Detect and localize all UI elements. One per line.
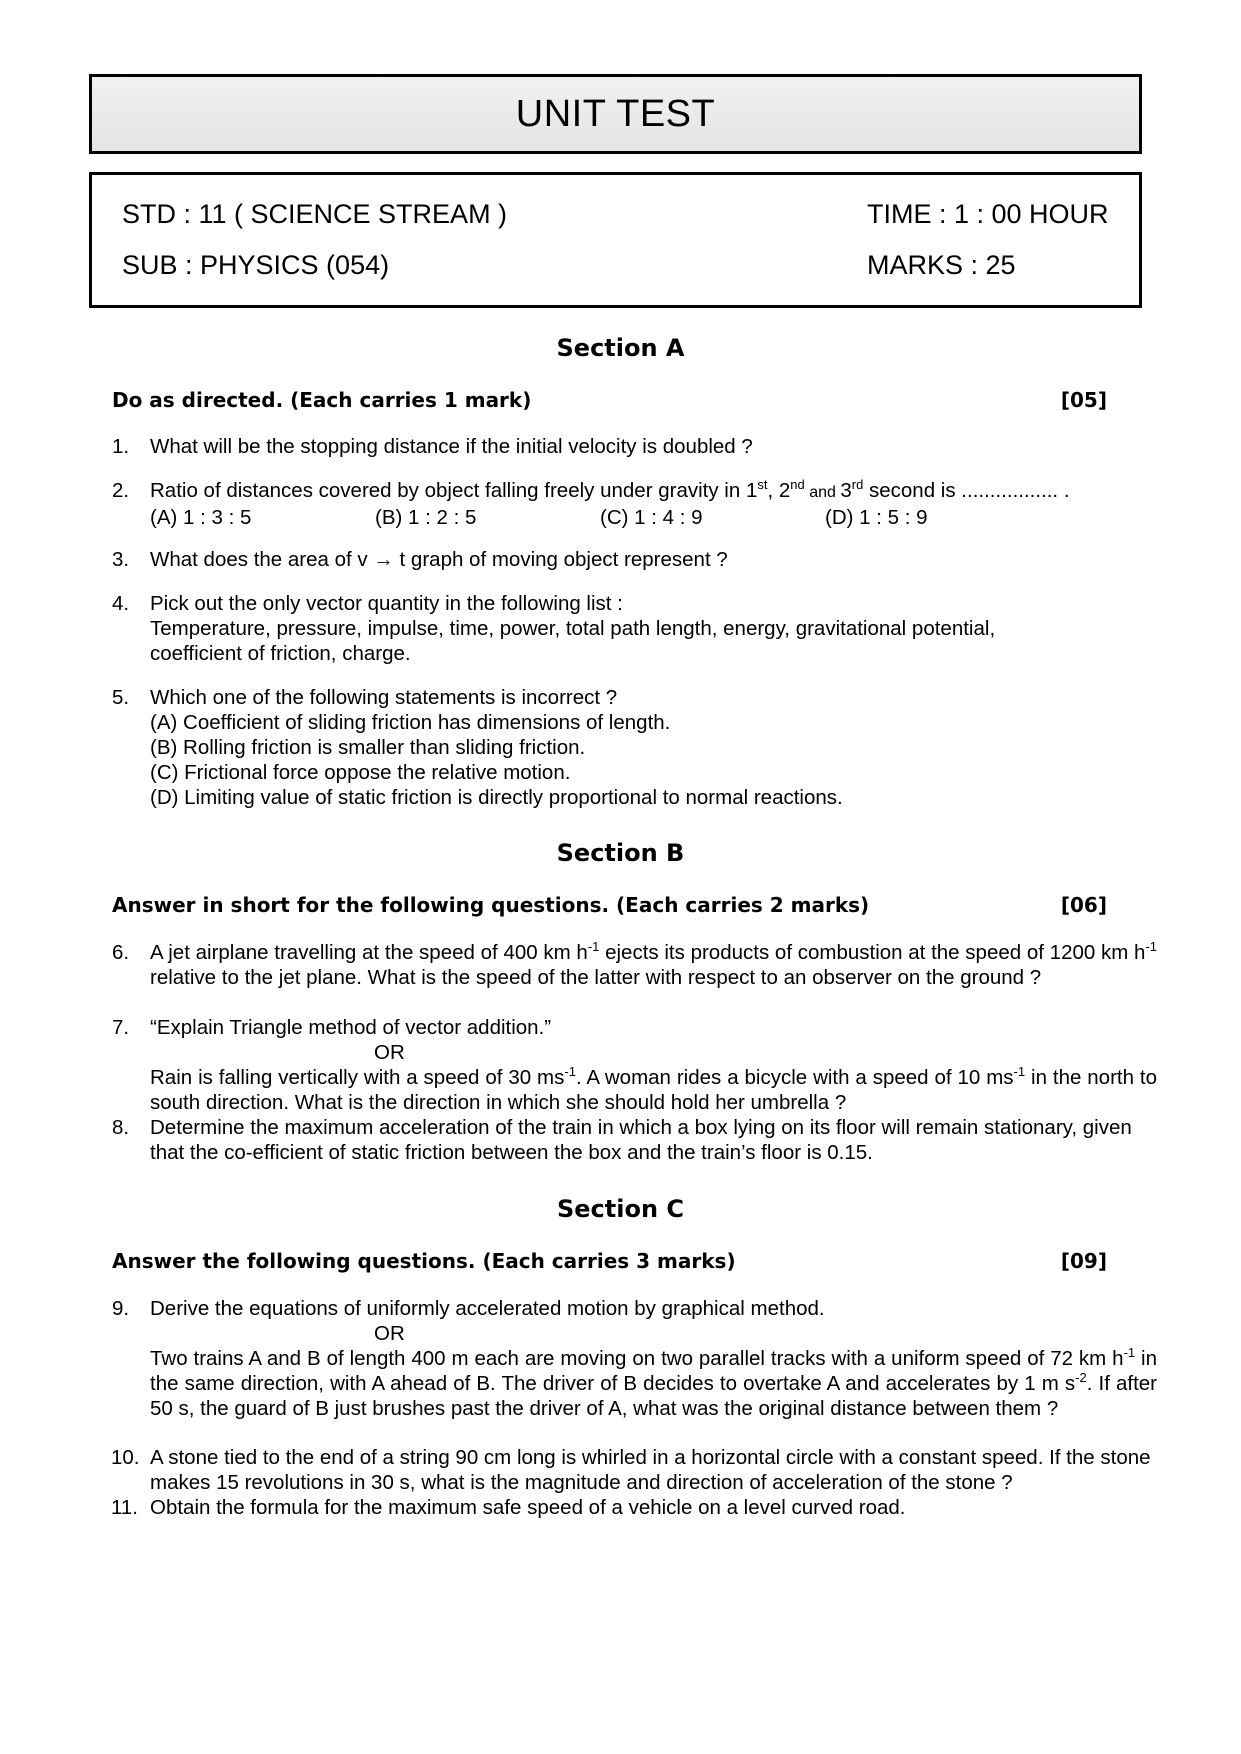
section-c-title: Section C bbox=[556, 1195, 685, 1223]
question-text: Determine the maximum acceleration of the train in which a box lying on its floor will remain stationary, given that the co-efficient of static friction between the box and the train’s floor is 0.15. bbox=[150, 1116, 1132, 1164]
section-b-title: Section B bbox=[556, 839, 685, 867]
question-text: A stone tied to the end of a string 90 cm long is whirled in a horizontal circle with a constant speed. If the stone makes 15 revolutions in 30 s, what is the magnitude and direction of acceleration of the stone ? bbox=[150, 1446, 1151, 1494]
q9-sup-1: -1 bbox=[1123, 1345, 1136, 1361]
section-a-instruction bbox=[112, 388, 1112, 412]
question-3 bbox=[112, 547, 1157, 572]
question-text bbox=[150, 478, 1157, 530]
q2-text-3: and bbox=[804, 484, 841, 501]
or-label: OR bbox=[374, 1041, 405, 1064]
q7-alt-1: Rain is falling vertically with a speed of 30 ms bbox=[150, 1066, 565, 1089]
q6-sup-2: -1 bbox=[1145, 939, 1158, 955]
question-number: 8. bbox=[112, 1116, 130, 1139]
q2-text-1: Ratio of distances covered by object falling freely under gravity in 1 bbox=[150, 479, 758, 502]
q6-text-3: relative to the jet plane. What is the speed of the latter with respect to an observer on the ground ? bbox=[150, 966, 1042, 989]
q4-line-2: Temperature, pressure, impulse, time, power, total path length, energy, gravitational potential, bbox=[150, 617, 996, 640]
std-label: STD : 11 ( SCIENCE STREAM ) bbox=[122, 199, 508, 229]
question-number: 9. bbox=[112, 1297, 130, 1320]
q9-text: Derive the equations of uniformly accelerated motion by graphical method. bbox=[150, 1297, 825, 1320]
marks-label: MARKS : 25 bbox=[867, 250, 1016, 280]
option-d: (D) Limiting value of static friction is directly proportional to normal reactions. bbox=[150, 786, 843, 809]
q6-text-2: ejects its products of combustion at the speed of 1200 km h bbox=[599, 941, 1146, 964]
question-number: 6. bbox=[112, 941, 130, 964]
section-a-title: Section A bbox=[556, 334, 685, 362]
option-c: (C) Frictional force oppose the relative motion. bbox=[150, 761, 571, 784]
option-d: (D) 1 : 5 : 9 bbox=[825, 506, 928, 529]
question-4 bbox=[112, 591, 1157, 666]
q5-stem: Which one of the following statements is incorrect ? bbox=[150, 686, 618, 709]
option-b: (B) 1 : 2 : 5 bbox=[375, 506, 477, 529]
option-a: (A) Coefficient of sliding friction has dimensions of length. bbox=[150, 711, 671, 734]
q7-alt-2: . A woman rides a bicycle with a speed of 10 ms bbox=[575, 1066, 1014, 1089]
time-label: TIME : 1 : 00 HOUR bbox=[867, 199, 1109, 229]
question-text: What will be the stopping distance if the initial velocity is doubled ? bbox=[150, 435, 753, 458]
question-number: 5. bbox=[112, 686, 130, 709]
or-label: OR bbox=[374, 1322, 405, 1345]
question-number: 7. bbox=[112, 1016, 130, 1039]
question-number: 3. bbox=[112, 548, 130, 571]
q2-sup-2: nd bbox=[790, 477, 805, 493]
question-8 bbox=[112, 1115, 1157, 1165]
question-number: 1. bbox=[112, 435, 130, 458]
section-c-instruction-text: Answer the following questions. (Each carries 3 marks) bbox=[112, 1249, 736, 1273]
q4-line-3: coefficient of friction, charge. bbox=[150, 642, 411, 665]
question-1 bbox=[112, 434, 1157, 459]
section-a-instruction-text: Do as directed. (Each carries 1 mark) bbox=[112, 388, 532, 412]
option-c: (C) 1 : 4 : 9 bbox=[600, 506, 703, 529]
q7-alt-3: in the north to south direction. What is the direction in which she should hold her umbrella ? bbox=[150, 1066, 1158, 1114]
question-text bbox=[150, 591, 1157, 666]
q6-sup-1: -1 bbox=[587, 939, 600, 955]
q7-alt-text bbox=[150, 1065, 1157, 1115]
question-text bbox=[150, 940, 1157, 990]
q9-alt-2: in the same direction, with A ahead of B. The driver of B decides to overtake A and accelerates by 1 m s bbox=[150, 1347, 1157, 1395]
q9-alt-text bbox=[150, 1346, 1157, 1421]
question-5 bbox=[112, 685, 1157, 810]
q9-sup-2: -2 bbox=[1075, 1370, 1087, 1386]
question-7 bbox=[112, 1015, 1157, 1115]
question-11 bbox=[112, 1495, 1157, 1520]
question-number: 11. bbox=[111, 1496, 138, 1519]
q2-options bbox=[150, 505, 1157, 530]
subject-label: SUB : PHYSICS (054) bbox=[122, 250, 390, 280]
info-box bbox=[89, 172, 1142, 308]
q2-sup-1: st bbox=[757, 477, 768, 493]
section-b-instruction bbox=[112, 893, 1112, 917]
question-text bbox=[150, 1015, 1157, 1115]
q7-sup-1: -1 bbox=[564, 1064, 576, 1080]
section-b-instruction-text: Answer in short for the following questions. (Each carries 2 marks) bbox=[112, 893, 870, 917]
section-c-marks: [09] bbox=[1060, 1249, 1107, 1273]
question-9 bbox=[112, 1296, 1157, 1421]
q9-alt-1: Two trains A and B of length 400 m each are moving on two parallel tracks with a uniform speed of 72 km h bbox=[150, 1347, 1124, 1370]
option-a: (A) 1 : 3 : 5 bbox=[150, 506, 252, 529]
q7-text: “Explain Triangle method of vector addition.” bbox=[150, 1016, 552, 1039]
question-2 bbox=[112, 478, 1157, 530]
question-6 bbox=[112, 940, 1157, 990]
option-b: (B) Rolling friction is smaller than sliding friction. bbox=[150, 736, 586, 759]
q6-text-1: A jet airplane travelling at the speed of 400 km h bbox=[150, 941, 588, 964]
question-text: What does the area of v → t graph of moving object represent ? bbox=[150, 548, 728, 571]
title-box bbox=[89, 74, 1142, 154]
section-a-marks: [05] bbox=[1060, 388, 1107, 412]
q7-sup-2: -1 bbox=[1013, 1064, 1026, 1080]
q2-sup-3: rd bbox=[851, 477, 864, 493]
page-title: UNIT TEST bbox=[515, 92, 716, 135]
question-text bbox=[150, 1296, 1157, 1421]
section-c-instruction bbox=[112, 1249, 1112, 1273]
question-number: 2. bbox=[112, 479, 130, 502]
q2-text-5: second is ................. . bbox=[863, 479, 1070, 502]
q9-alt-3: . If after 50 s, the guard of B just brushes past the driver of A, what was the original distance between them ? bbox=[150, 1372, 1157, 1420]
q2-text-4: 3 bbox=[840, 479, 852, 502]
question-text bbox=[150, 685, 1157, 810]
q2-text-2: , 2 bbox=[767, 479, 791, 502]
section-b-marks: [06] bbox=[1060, 893, 1107, 917]
question-number: 10. bbox=[111, 1446, 140, 1469]
question-10 bbox=[112, 1445, 1157, 1495]
q4-line-1: Pick out the only vector quantity in the following list : bbox=[150, 592, 623, 615]
question-number: 4. bbox=[112, 592, 130, 615]
question-text: Obtain the formula for the maximum safe speed of a vehicle on a level curved road. bbox=[150, 1496, 906, 1519]
